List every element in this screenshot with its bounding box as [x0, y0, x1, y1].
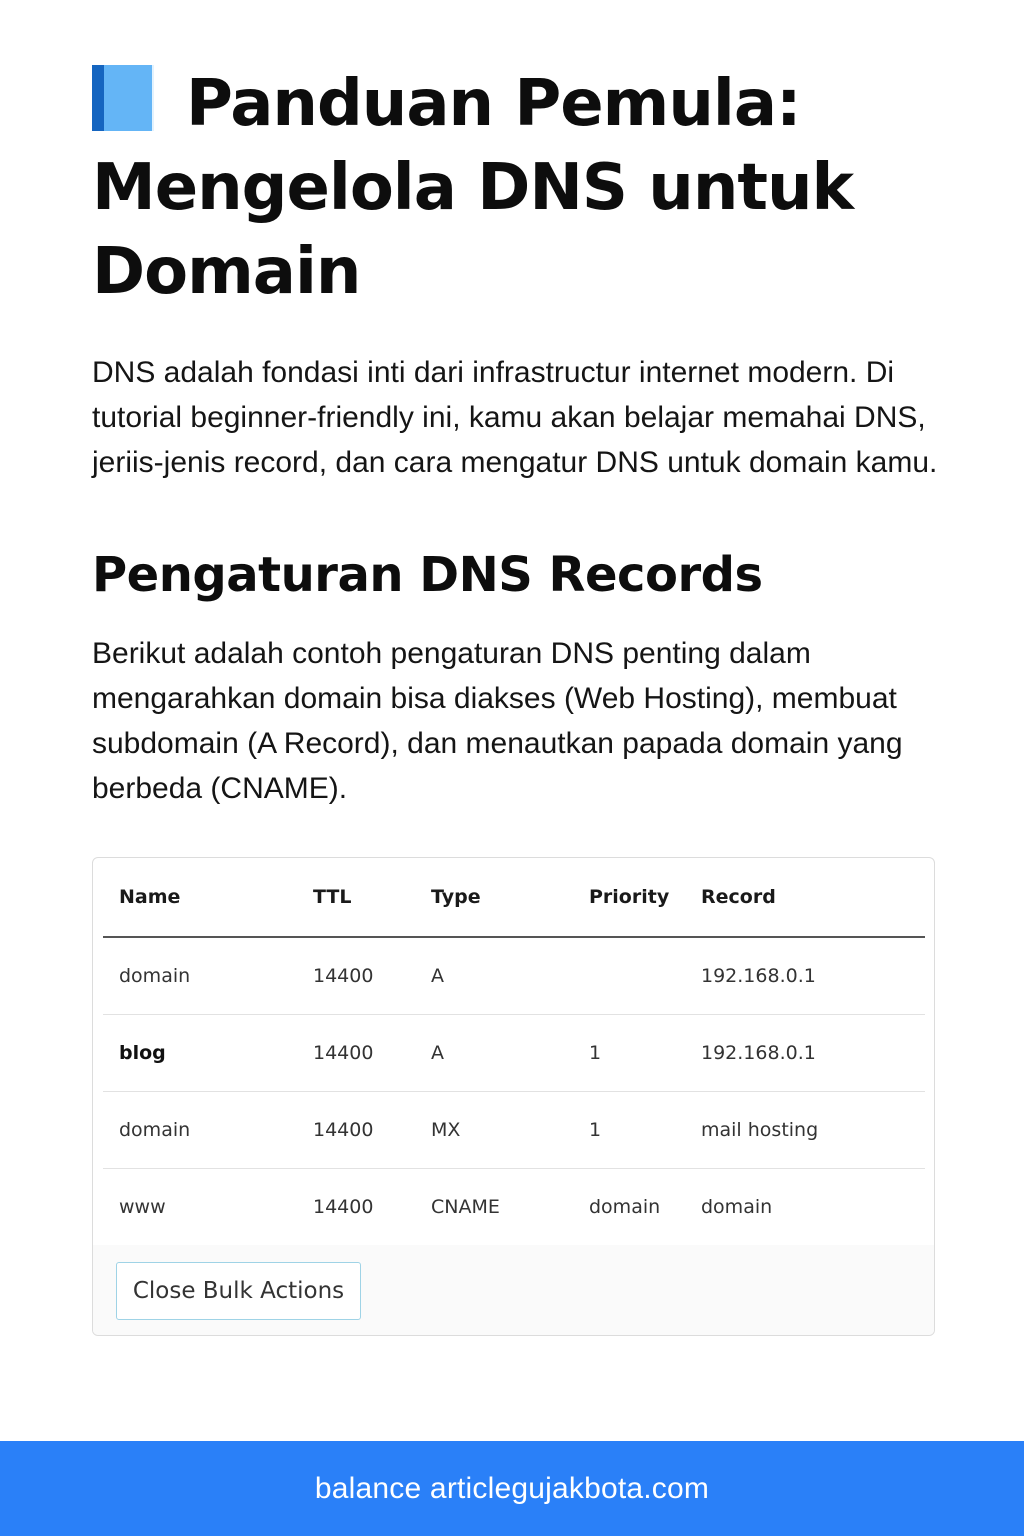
section-title: Pengaturan DNS Records [92, 547, 763, 603]
cell-priority: 1 [573, 1014, 685, 1091]
article [92, 62, 942, 811]
cell-name: domain [103, 1091, 297, 1168]
cell-ttl: 14400 [297, 1014, 415, 1091]
footer-bar [0, 1441, 1024, 1536]
cell-record: mail hosting [685, 1091, 925, 1168]
table-row[interactable] [103, 1168, 925, 1245]
cell-record: 192.168.0.1 [685, 1014, 925, 1091]
cell-priority: domain [589, 1195, 661, 1218]
cell-type: CNAME [431, 1195, 500, 1218]
dns-records-table [103, 858, 925, 1245]
column-header-ttl[interactable]: TTL [297, 858, 415, 937]
section-paragraph: Berikut adalah contoh pengaturan DNS penting dalam mengarahkan domain bisa diakses (Web Hosting), membuat subdomain (A Record), dan menautkan papada domain yang berbeda (CNAME). [92, 637, 903, 805]
cell-name: www [119, 1195, 166, 1218]
table-row[interactable] [103, 937, 925, 1014]
cell-record: 192.168.0.1 [685, 937, 925, 1014]
cell-type: A [415, 1014, 573, 1091]
column-header-type[interactable]: Type [415, 858, 573, 937]
cell-priority [573, 937, 685, 1014]
cell-priority: 1 [573, 1091, 685, 1168]
column-header-record[interactable]: Record [685, 858, 925, 937]
column-header-name[interactable]: Name [103, 858, 297, 937]
blue-book-icon [92, 65, 156, 131]
bulk-actions-bar [93, 1245, 935, 1336]
close-bulk-actions-button[interactable]: Close Bulk Actions [116, 1262, 361, 1320]
table-header-row [103, 858, 925, 937]
cell-ttl: 14400 [297, 937, 415, 1014]
cell-type: A [415, 937, 573, 1014]
page-title [92, 62, 942, 314]
cell-record: domain [701, 1195, 773, 1218]
book-cover [104, 65, 154, 131]
cell-type: MX [415, 1091, 573, 1168]
table-row[interactable] [103, 1014, 925, 1091]
cell-ttl: 14400 [297, 1091, 415, 1168]
cell-name: blog [103, 1014, 297, 1091]
footer-site-link[interactable]: balance articlegujakbota.com [314, 1471, 710, 1505]
dns-records-card [92, 857, 935, 1336]
cell-name: domain [103, 937, 297, 1014]
column-header-priority[interactable]: Priority [573, 858, 685, 937]
page-title-text: Panduan Pemula: Mengelola DNS untuk Domain [92, 67, 854, 309]
intro-paragraph: DNS adalah fondasi inti dari infrastructur internet modern. Di tutorial beginner-friendly ini, kamu akan belajar memahai DNS, jeriis-jenis record, dan cara mengatur DNS untuk domain kamu. [92, 356, 938, 479]
book-spine [92, 65, 104, 131]
table-row[interactable] [103, 1091, 925, 1168]
cell-ttl: 14400 [313, 1195, 374, 1218]
